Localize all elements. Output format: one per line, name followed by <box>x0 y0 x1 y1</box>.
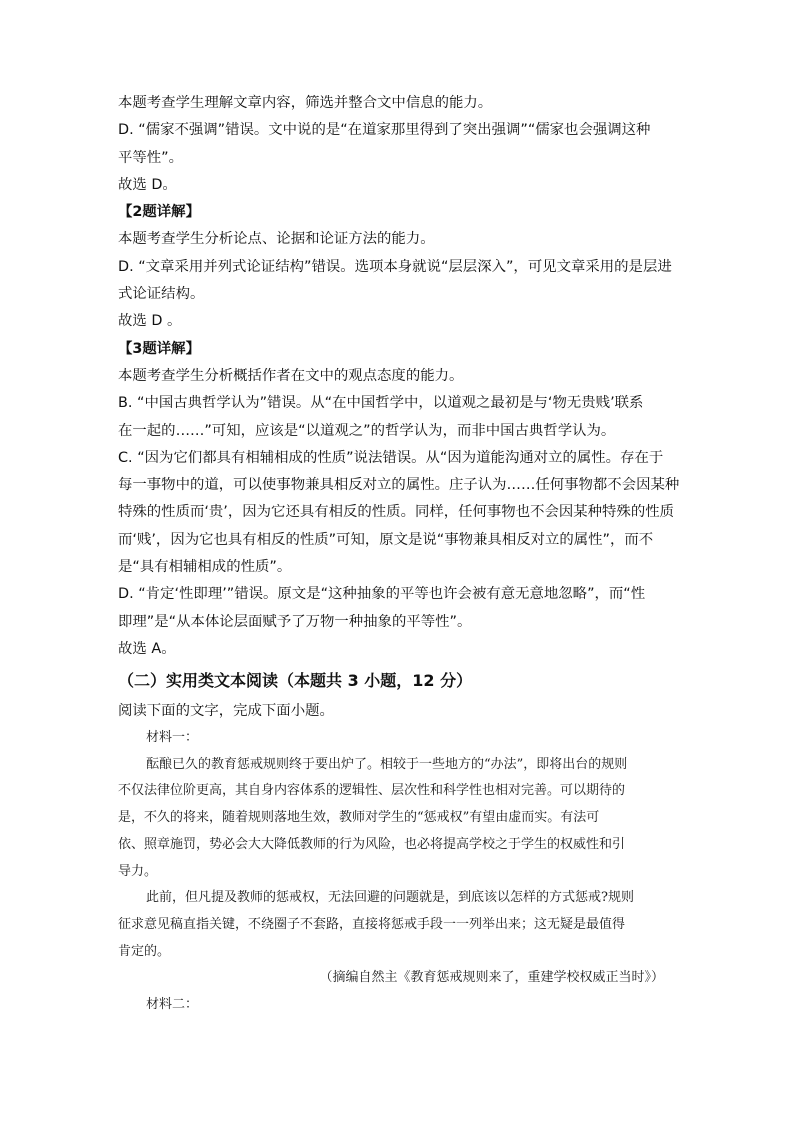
material-text-line: 此前，但凡提及教师的惩戒权，无法回避的问题就是，到底该以怎样的方式惩戒?规则 <box>146 890 634 906</box>
answer-line: 故选 D。 <box>118 176 177 193</box>
explanation-line: B. “中国古典哲学认为”错误。从“在中国哲学中，以道观之最初是与‘物无贵贱’联系 <box>118 395 644 412</box>
material-text-line: 不仅法律位阶更高，其自身内容体系的逻辑性、层次性和科学性也相对完善。可以期待的 <box>118 783 626 799</box>
explanation-line: 特殊的性质而‘贵’，因为它还具有相反的性质。同样，任何事物也不会因某种特殊的性质 <box>118 504 674 521</box>
material-text-line: 是，不久的将来，随着规则落地生效，教师对学生的“惩戒权”有望由虚而实。有法可 <box>118 810 600 826</box>
reading-instruction: 阅读下面的文字，完成下面小题。 <box>118 703 334 719</box>
explanation-line: 式论证结构。 <box>118 286 205 303</box>
material-text-line: 肯定的。 <box>118 943 171 959</box>
explanation-line: D. “文章采用并列式论证结构”错误。选项本身就说“层层深入”，可见文章采用的是层进 <box>118 258 672 275</box>
material-text-line: 酝酿已久的教育惩戒规则终于要出炉了。相较于一些地方的“办法”，即将出台的规则 <box>146 756 628 772</box>
material-label: 材料一： <box>146 730 199 745</box>
material-text-line: 依、照章施罚，势必会大大降低教师的行为风险，也必将提高学校之于学生的权威性和引 <box>118 836 626 852</box>
explanation-line: D. “肯定‘性即理’”错误。原文是“这种抽象的平等也许会被有意无意地忽略”，而“性 <box>118 586 646 603</box>
explanation-line: C. “因为它们都具有相辅相成的性质”说法错误。从“因为道能沟通对立的属性。存在于 <box>118 449 664 466</box>
explanation-line: 在一起的……”可知，应该是“以道观之”的哲学认为，而非中国古典哲学认为。 <box>118 422 616 439</box>
material-label: 材料二： <box>146 997 199 1013</box>
explanation-line: 本题考查学生理解文章内容，筛选并整合文中信息的能力。 <box>118 95 493 111</box>
section-title: （二）实用类文本阅读（本题共 3 小题，12 分） <box>118 671 473 690</box>
explanation-line: 而‘贱’，因为它也具有相反的性质”可知，原文是说“事物兼具相反对立的属性”，而不 <box>118 531 654 548</box>
question-heading: 【2题详解】 <box>118 204 200 221</box>
material-1 <box>118 725 678 1019</box>
explanation-line: 即理”是“从本体论层面赋予了万物一种抽象的平等性”。 <box>118 613 472 630</box>
instruction-block <box>118 698 678 725</box>
answer-line: 故选 A。 <box>118 640 176 657</box>
explanation-line: 平等性”。 <box>118 149 184 166</box>
material-text-line: 征求意见稿直指关键，不绕圈子不套路，直接将惩戒手段一一列举出来；这无疑是最值得 <box>118 916 626 932</box>
explanation-line: D. “儒家不强调”错误。文中说的是“在道家那里得到了突出强调”“儒家也会强调这种 <box>118 122 651 139</box>
explanation-line: 每一事物中的道，可以使事物兼具相反对立的属性。庄子认为……任何事物都不会因某种 <box>118 477 680 494</box>
answer-line: 故选 D 。 <box>118 313 182 330</box>
explanation-line: 是“具有相辅相成的性质”。 <box>118 559 292 576</box>
material-source: （摘编自然主《教育惩戒规则来了，重建学校权威正当时》） <box>319 970 664 986</box>
question-heading: 【3题详解】 <box>118 340 200 357</box>
explanation-line: 本题考查学生分析概括作者在文中的观点态度的能力。 <box>118 367 464 384</box>
material-text-line: 导力。 <box>118 863 158 879</box>
explanation-line: 本题考查学生分析论点、论据和论证方法的能力。 <box>118 231 435 248</box>
answer-explanation <box>118 90 678 663</box>
